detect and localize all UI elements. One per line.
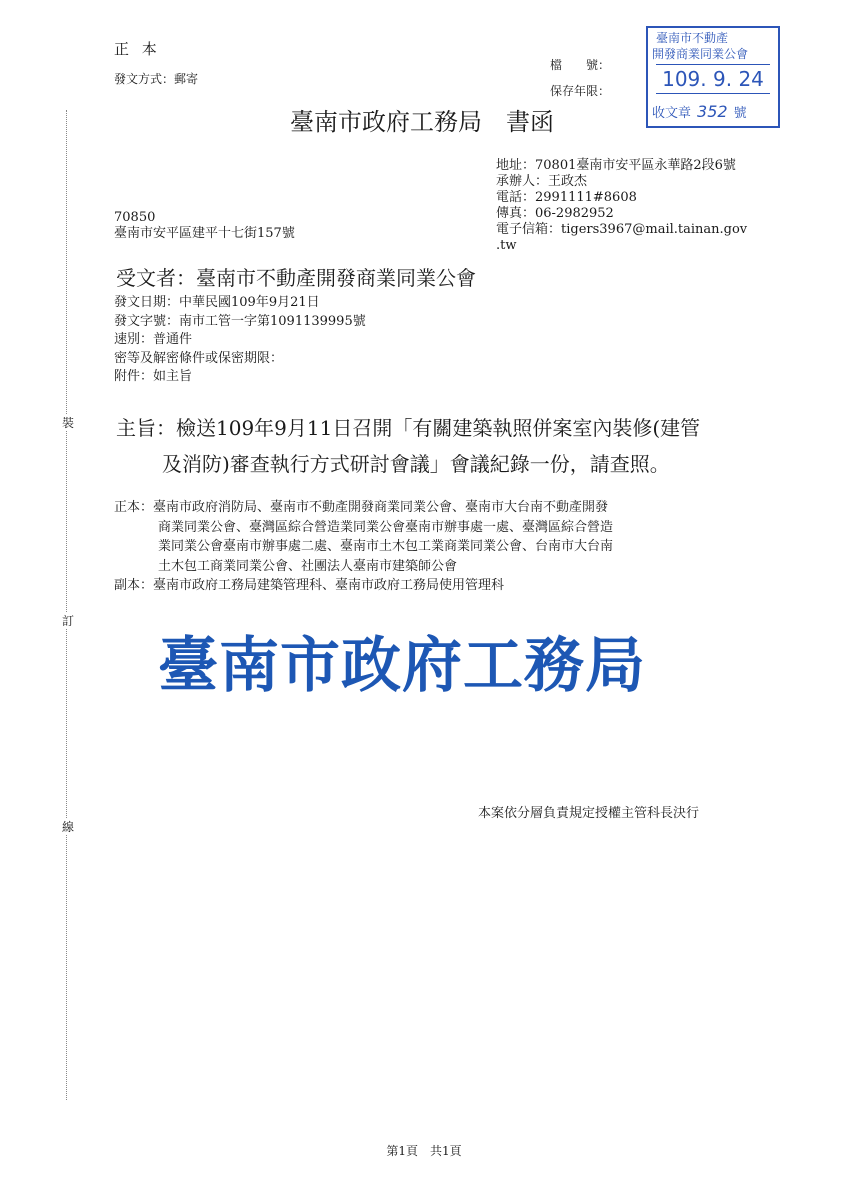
subject-line2: 及消防)審查執行方式研討會議」會議紀錄一份，請查照。 — [162, 452, 670, 476]
page-footer: 第1頁 共1頁 — [386, 1144, 462, 1158]
original-recipients-line4: 土木包工商業同業公會、社團法人臺南市建築師公會 — [158, 558, 458, 574]
sender-block — [496, 158, 747, 254]
recipient-postal-code: 70850 — [114, 210, 156, 225]
sender-phone: 電話：2991111#8608 — [496, 190, 637, 205]
binding-line — [66, 110, 67, 1100]
recipient: 受文者：臺南市不動產開發商業同業公會 — [116, 266, 476, 290]
sender-email: 電子信箱：tigers3967@mail.tainan.gov — [496, 222, 748, 237]
delivery-speed: 速別：普通件 — [114, 332, 193, 347]
binding-mark-ding: 訂 — [62, 614, 75, 628]
receipt-stamp — [646, 26, 780, 128]
copy-recipients: 副本：臺南市政府工務局建築管理科、臺南市政府工務局使用管理科 — [114, 578, 505, 594]
distribution — [114, 498, 613, 596]
recipient-address — [114, 210, 295, 242]
copy-type: 正 本 — [114, 40, 161, 58]
authorization-note: 本案依分層負責規定授權主管科長決行 — [478, 806, 700, 821]
attachment: 附件：如主旨 — [114, 369, 193, 384]
subject-line1: 主旨：檢送109年9月11日召開「有關建築執照併案室內裝修(建管 — [116, 416, 701, 440]
secrecy-level: 密等及解密條件或保密期限： — [114, 350, 284, 366]
sender-address: 地址：70801臺南市安平區永華路2段6號 — [496, 158, 736, 173]
recipient-street: 臺南市安平區建平十七街157號 — [114, 226, 295, 241]
stamp-org-line1: 臺南市不動產 — [656, 31, 729, 45]
binding-mark-zhuang: 裝 — [62, 416, 75, 430]
file-no-label: 檔 號： — [550, 58, 611, 72]
send-method: 發文方式：郵寄 — [114, 72, 199, 86]
official-seal: 臺南市政府工務局 — [158, 631, 646, 701]
document-title: 臺南市政府工務局 書函 — [290, 108, 554, 136]
stamp-receive-label: 收文章 — [652, 106, 692, 121]
document-meta — [114, 294, 366, 387]
sender-fax: 傳真：06-2982952 — [496, 206, 614, 221]
binding-mark-xian: 線 — [62, 820, 75, 834]
stamp-receive-suffix: 號 — [733, 106, 747, 121]
stamp-receive-number: 352 — [697, 102, 728, 121]
sender-email-cont: .tw — [496, 238, 517, 253]
document-number: 發文字號：南市工管一字第1091139995號 — [114, 313, 366, 329]
original-recipients-line2: 商業同業公會、臺灣區綜合營造業同業公會臺南市辦事處一處、臺灣區綜合營造 — [158, 519, 614, 535]
original-recipients-line1: 正本：臺南市政府消防局、臺南市不動產開發商業同業公會、臺南市大台南不動產開發 — [114, 500, 609, 515]
stamp-date: 109. 9. 24 — [656, 64, 770, 94]
issue-date: 發文日期：中華民國109年9月21日 — [114, 295, 320, 310]
original-recipients-line3: 業同業公會臺南市辦事處二處、臺南市土木包工業商業同業公會、台南市大台南 — [158, 539, 614, 555]
stamp-org-line2: 開發商業同業公會 — [652, 47, 749, 61]
sender-contact: 承辦人：王政杰 — [496, 174, 588, 189]
retention-label: 保存年限： — [550, 84, 611, 98]
stamp-receive — [652, 102, 747, 121]
